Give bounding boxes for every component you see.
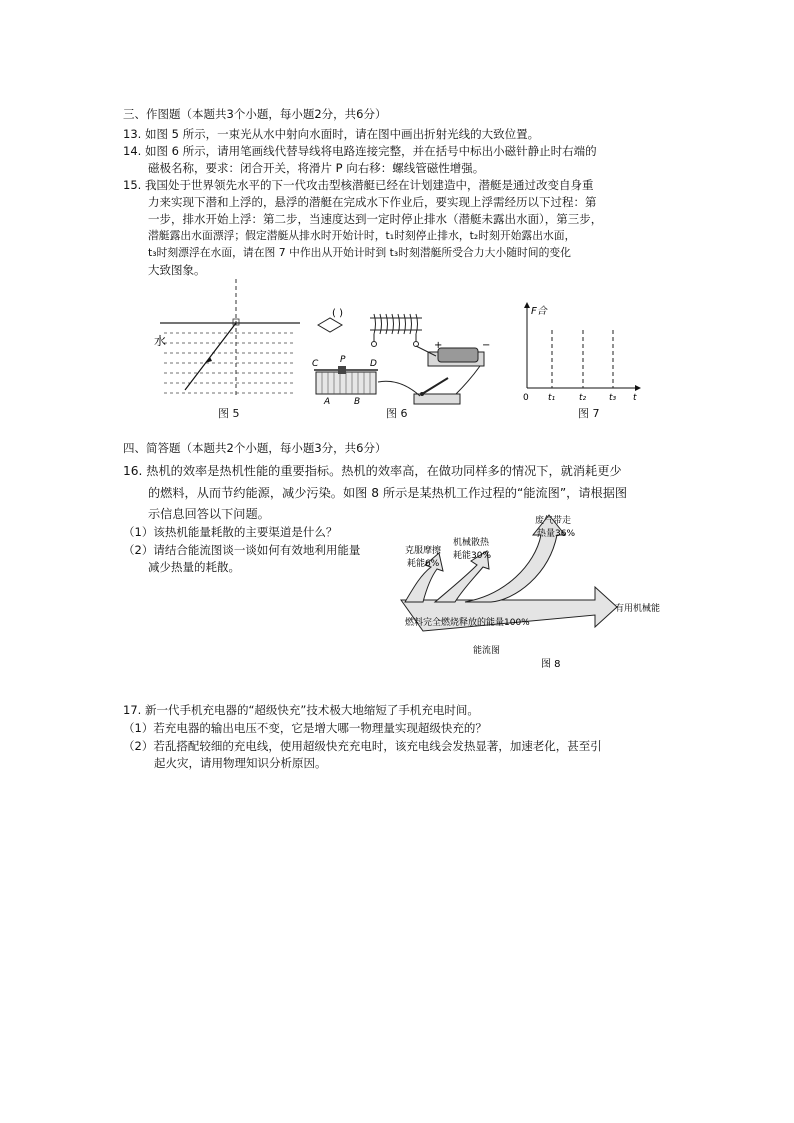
fig8-friction-pct: 耗能6%	[407, 559, 440, 569]
question-16-sub2-line1: （2）请结合能流图谈一谈如何有效地利用能量	[123, 543, 361, 557]
fig6-plus: +	[434, 340, 443, 351]
question-15-line5: t₃时刻漂浮在水面，请在图 7 中作出从开始计时到 t₃时刻潜艇所受合力大小随时间的变化	[148, 246, 571, 259]
question-16-line1: 16. 热机的效率是热机性能的重要指标。热机的效率高，在做功同样多的情况下，就消耗更少	[123, 464, 622, 478]
fig6-caption: 图 6	[386, 407, 408, 420]
fig8-useful: 有用机械能	[615, 604, 661, 614]
fig5-caption: 图 5	[218, 407, 240, 420]
fig6-label-B: B	[354, 397, 361, 407]
fig8-title: 能流图	[473, 646, 501, 656]
question-16-line3: 示信息回答以下问题。	[148, 507, 270, 521]
question-16-line2: 的燃料，从而节约能源，减少污染。如图 8 所示是某热机工作过程的“能流图”，请根据图	[148, 486, 628, 500]
fig6-minus: −	[482, 340, 491, 351]
question-14-line2: 磁极名称，要求：闭合开关，将滑片 P 向右移：螺线管磁性增强。	[148, 161, 485, 175]
question-15-line1: 15. 我国处于世界领先水平的下一代攻击型核潜艇已经在计划建造中，潜艇是通过改变自身重	[123, 178, 594, 192]
question-15-line3: 一步，排水开始上浮：第二步，当速度达到一定时停止排水（潜艇未露出水面），第三步，	[148, 212, 603, 226]
question-17-sub2-line2: 起火灾，请用物理知识分析原因。	[154, 756, 327, 770]
question-16-sub1: （1）该热机能量耗散的主要渠道是什么？	[123, 525, 338, 539]
fig6-label-C: C	[312, 359, 319, 369]
figure-7	[515, 300, 645, 405]
fig7-y-label: F合	[531, 306, 547, 317]
question-17-sub2-line1: （2）若乱搭配较细的充电线，使用超级快充充电时，该充电线会发热显著，加速老化，甚至引	[123, 739, 602, 753]
question-15-line2: 力来实现下潜和上浮的，悬浮的潜艇在完成水下作业后，要实现上浮需经历以下过程：第	[148, 195, 597, 209]
figure-6	[310, 300, 500, 410]
section3-heading: 三、作图题（本题共3个小题，每小题2分，共6分）	[123, 107, 387, 121]
fig7-t3: t₃	[609, 393, 617, 403]
fig7-t-axis: t	[633, 393, 637, 403]
fig8-caption: 图 8	[541, 659, 561, 670]
fig6-label-A: A	[324, 397, 331, 407]
fig6-label-D: D	[370, 359, 377, 369]
fig7-t2: t₂	[579, 393, 587, 403]
fig7-origin: 0	[523, 393, 529, 403]
fig6-label-P: P	[340, 355, 346, 365]
fig8-mech-heat-pct: 耗能30%	[453, 551, 492, 561]
question-17-line1: 17. 新一代手机充电器的“超级快充”技术极大地缩短了手机充电时间。	[123, 703, 479, 717]
fig7-caption: 图 7	[578, 407, 600, 420]
fig8-exhaust: 废气带走	[535, 516, 572, 526]
fig6-bracket: ( )	[332, 308, 343, 319]
question-14-line1: 14. 如图 6 所示，请用笔画线代替导线将电路连接完整，并在括号中标出小磁针静止时右端的	[123, 144, 597, 158]
fig8-friction: 克服摩擦	[405, 546, 442, 556]
fig8-exhaust-pct: 热量36%	[537, 529, 576, 539]
question-15-line6: 大致图象。	[148, 263, 206, 277]
question-15-line4: 潜艇露出水面漂浮；假定潜艇从排水时开始计时，t₁时刻停止排水，t₂时刻开始露出水面，	[148, 229, 576, 242]
question-17-sub1: （1）若充电器的输出电压不变，它是增大哪一物理量实现超级快充的？	[123, 721, 487, 735]
question-16-sub2-line2: 减少热量的耗散。	[148, 560, 240, 574]
fig8-mech-heat: 机械散热	[453, 538, 490, 548]
figure-5	[150, 275, 310, 405]
fig5-water-label: 水	[154, 334, 167, 348]
section4-heading: 四、简答题（本题共2个小题，每小题3分，共6分）	[123, 441, 387, 455]
figure-8	[395, 505, 670, 675]
fig7-t1: t₁	[548, 393, 556, 403]
fig8-fuel: 燃料完全燃烧释放的能量100%	[405, 618, 530, 628]
question-13: 13. 如图 5 所示，一束光从水中射向水面时，请在图中画出折射光线的大致位置。	[123, 127, 540, 141]
